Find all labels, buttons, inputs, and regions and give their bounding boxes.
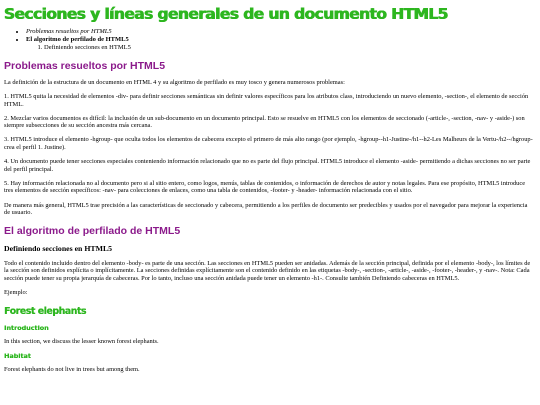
subheading-definiendo: Definiendo secciones en HTML5 <box>4 243 113 253</box>
paragraph-problem-3: 3. HTML5 introduce el elemento -hgroup- que oculta todos los elementos de cabecera excepto el primero de más alto rango (por ejemplo, -hgroup--h1-Justine-/h1--h2-Les Malheurs de la Vertu-/h2--/hgroup- crea el perfil 1. Justine). <box>4 136 533 152</box>
page-title: Secciones y líneas generales de un documento HTML5 <box>4 5 448 23</box>
example-heading-forest-elephants: Forest elephants <box>4 305 87 317</box>
toc-sublist <box>26 44 534 52</box>
example-heading-introduction: Introduction <box>4 323 49 332</box>
paragraph-problem-2: 2. Mezclar varios documentos es difícil: la inclusión de un sub-documento en un documento principal. Esto se resuelve en HTML5 con los elementos de seccionado (-article-, -section, -nav- y -aside-) son siempre subsecciones de su sección ancestra más cercana. <box>4 114 525 130</box>
example-heading-habitat: Habitat <box>4 351 31 360</box>
paragraph-ejemplo: Ejemplo: <box>4 289 28 296</box>
section-heading-problemas: Problemas resueltos por HTML5 <box>4 60 166 72</box>
toc-item-algoritmo-label: El algoritmo de perfilado de HTML5 <box>26 36 129 43</box>
paragraph-problem-5: 5. Hay información relacionada no al documento pero si al sitio entero, como logos, menús, tablas de contenidos, o información de derechos de autor y notas legales. Para ese propósito, HTML5 introduce tres elementos de sección específicos: -nav- para colecciones de enlaces, como una tabla de contenidos, -footer- y -header- información relacionada con el sitio. <box>4 179 526 195</box>
toc-item-problemas[interactable]: • Problemas resueltos por HTML5 <box>26 28 534 36</box>
section-heading-algoritmo: El algoritmo de perfilado de HTML5 <box>4 224 181 237</box>
example-paragraph-introduction: In this section, we discuss the lesser known forest elephants. <box>4 337 159 345</box>
toc-subitem-definiendo[interactable]: 1. Definiendo secciones en HTML5 <box>44 44 534 52</box>
paragraph-conclusion: De manera más general, HTML5 trae precisión a las características de seccionado y cabecera, permitiendo a los perfiles de documento ser predecibles y usados por el navegador para mejorar la experiencia de usuario. <box>4 201 528 217</box>
toc-item-algoritmo[interactable] <box>26 36 534 52</box>
paragraph-problem-4: 4. Un documento puede tener secciones especiales conteniendo información relacionado que no es parte del flujo principal. HTML5 introduce el elemento -aside- permitiendo a dichas secciones no ser parte del perfil principal. <box>4 158 531 173</box>
paragraph-secciones: Todo el contenido incluido dentro del elemento -body- es parte de una sección. Las secciones en HTML5 pueden ser anidadas. Además de la sección principal, definida por el elemento -body-, los límites de la sección son definidos explícita o implícitamente. La secciones definidas explícitamente son el contenido definido en las etiquetas -body-, -section-, -article-, -aside-, -footer-, -header-, y -nav-. Nota: Cada sección puede tener su propia jerarquía de cabeceras. Por lo tanto, incluso una sección anidada puede tener un elemento -h1-. Consulte también Definiendo cabeceras en HTML5. <box>4 259 531 282</box>
paragraph-problem-1: 1. HTML5 quita la necesidad de elementos -div- para definir secciones semánticas sin definir valores específicos para los atributos class, introduciendo un nuevo elemento, -section-, el elemento de sección HTML. <box>4 93 529 108</box>
example-paragraph-habitat: Forest elephants do not live in trees but among them. <box>4 365 140 373</box>
table-of-contents <box>4 28 534 52</box>
paragraph-intro: La definición de la estructura de un documento en HTML 4 y su algoritmo de perfilado es muy tosco y genera numerosos problemas: <box>4 79 345 86</box>
